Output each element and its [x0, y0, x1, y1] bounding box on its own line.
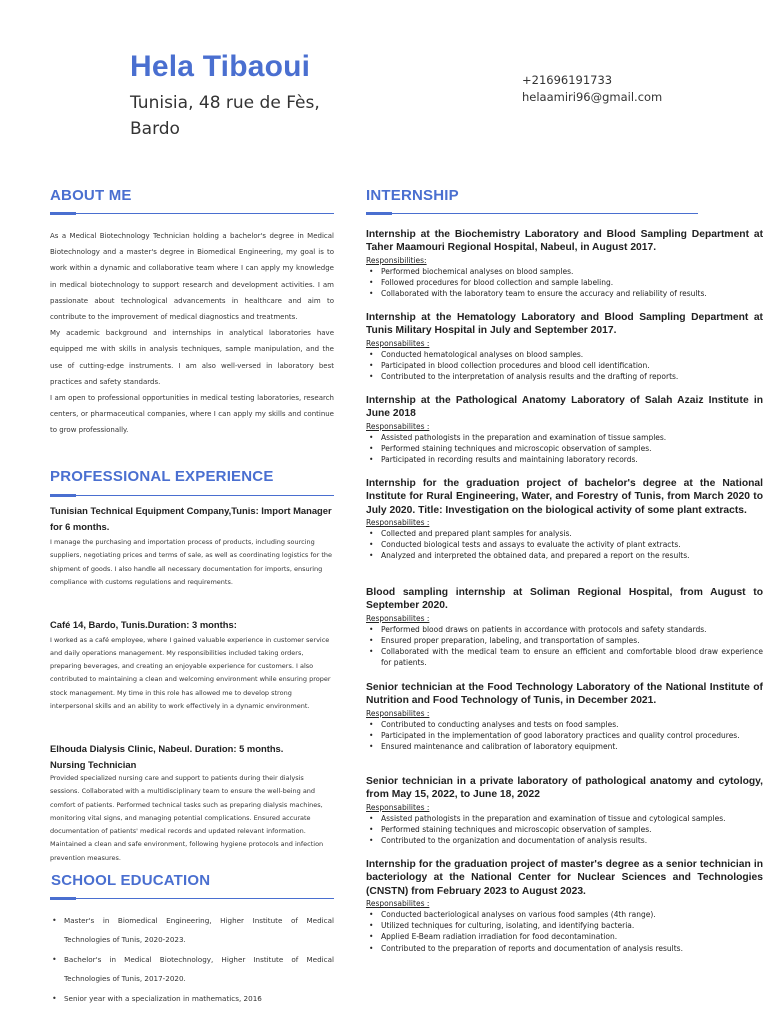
- about-divider-accent: [50, 212, 76, 215]
- experience-divider-accent: [50, 494, 76, 497]
- responsibility-item: • Followed procedures for blood collection and sample labeling.: [366, 277, 763, 288]
- responsibility-item: • Conducted biological tests and assays to evaluate the activity of plant extracts.: [366, 539, 763, 550]
- experience-heading: Café 14, Bardo, Tunis.Duration: 3 months:: [50, 619, 237, 630]
- education-divider: [50, 898, 334, 899]
- responsibilities-list: [366, 349, 763, 382]
- responsibilities-label: Responsibilities:: [366, 255, 427, 265]
- internship-item: [366, 477, 763, 562]
- internship-item: [366, 394, 763, 465]
- responsibility-item: • Conducted bacteriological analyses on various food samples (4th range).: [366, 909, 763, 920]
- experience-description: Provided specialized nursing care and support to patients during their dialysis sessions. Collaborated with a multidisciplinary team to ensure the well-being and comfort of patients. Performed technical tasks such as preparing dialysis machines, monitoring vital signs, and managing potential complications. Ensured accurate documentation of patients' medical records and updated relevant information. Maintained a clean and safe environment, following hygiene protocols and infection prevention measures.: [50, 774, 324, 862]
- experience-item: [50, 617, 334, 713]
- responsibility-item: • Contributed to the organization and documentation of analysis results.: [366, 835, 763, 846]
- responsibility-item: • Ensured proper preparation, labeling, and transportation of samples.: [366, 635, 763, 646]
- education-item: • Senior year with a specialization in mathematics, 2016: [50, 989, 334, 1008]
- internship-item: [366, 311, 763, 382]
- experience-item: [50, 503, 334, 589]
- responsibilities-list: [366, 266, 763, 299]
- responsibilities-list: [366, 432, 763, 465]
- responsibility-item: • Analyzed and interpreted the obtained data, and prepared a report on the results.: [366, 550, 763, 561]
- responsibility-item: • Performed staining techniques and microscopic observation of samples.: [366, 824, 763, 835]
- responsibilities-label: Responsabilites :: [366, 518, 430, 528]
- experience-description: I manage the purchasing and importation process of products, including sourcing suppliers, negotiating prices and terms of sale, as well as coordinating logistics for the shipment of goods. I also handle all necessary documentation for imports, ensuring compliance with customs regulations and requirements.: [50, 538, 333, 586]
- internship-item: [366, 858, 763, 954]
- responsibility-item: • Collected and prepared plant samples for analysis.: [366, 528, 763, 539]
- responsibilities-list: [366, 909, 763, 953]
- internship-heading: Senior technician in a private laboratory of pathological anatomy and cytology, from May 15, 2022, to June 18, 2022: [366, 776, 763, 801]
- responsibility-item: • Participated in blood collection procedures and blood cell identification.: [366, 360, 763, 371]
- about-paragraph: I am open to professional opportunities in medical testing laboratories, research centers, or pharmaceutical companies, where I can apply my skills and continue to grow professionally.: [50, 394, 334, 435]
- about-text: [50, 228, 334, 439]
- internship-section-title: INTERNSHIP: [366, 187, 459, 204]
- responsibility-item: • Conducted hematological analyses on blood samples.: [366, 349, 763, 360]
- responsibility-item: • Collaborated with the medical team to ensure an efficient and comfortable blood draw experience for patients.: [366, 646, 763, 668]
- responsibility-item: • Contributed to conducting analyses and tests on food samples.: [366, 719, 763, 730]
- person-name: Hela Tibaoui: [130, 50, 311, 83]
- internship-column: [366, 0, 763, 1024]
- internship-heading: Internship at the Hematology Laboratory and Blood Sampling Department at Tunis Military Hospital in July and September 2017.: [366, 312, 763, 337]
- responsibility-item: • Contributed to the interpretation of analysis results and the drafting of reports.: [366, 371, 763, 382]
- responsibility-item: • Participated in the implementation of good laboratory practices and quality control procedures.: [366, 730, 763, 741]
- experience-section-title: PROFESSIONAL EXPERIENCE: [50, 468, 274, 485]
- address: Tunisia, 48 rue de Fès, Bardo: [130, 93, 320, 139]
- experience-divider: [50, 495, 334, 496]
- responsibility-item: • Utilized techniques for culturing, isolating, and identifying bacteria.: [366, 920, 763, 931]
- about-paragraph: My academic background and internships in analytical laboratories have equipped me with skills in analysis techniques, sample manipulation, and the use of cutting-edge instruments. I am also well-versed in laboratory best practices and safety standards.: [50, 329, 334, 386]
- responsibilities-label: Responsabilites :: [366, 708, 430, 718]
- education-section-title: SCHOOL EDUCATION: [51, 872, 211, 889]
- responsibility-item: • Ensured maintenance and calibration of laboratory equipment.: [366, 741, 763, 752]
- responsibilities-list: [366, 813, 763, 846]
- responsibilities-label: Responsabilites :: [366, 802, 430, 812]
- education-item: • Master's in Biomedical Engineering, Higher Institute of Medical Technologies of Tunis, 2020-2023.: [50, 911, 334, 949]
- responsibility-item: • Assisted pathologists in the preparation and examination of tissue and cytological samples.: [366, 813, 763, 824]
- email-address: helaamiri96@gmail.com: [522, 90, 663, 104]
- experience-heading: Elhouda Dialysis Clinic, Nabeul. Duration: 5 months. Nursing Technician: [50, 743, 284, 770]
- about-paragraph: As a Medical Biotechnology Technician holding a bachelor's degree in Medical Biotechnology and a master's degree in Biomedical Engineering, my goal is to work within a dynamic and collaborative team where I can apply my knowledge in medical biotechnology to support research and development activities. I am passionate about technological advancements in healthcare and aim to contribute to the improvement of medical diagnostics and treatments.: [50, 232, 334, 322]
- responsibility-item: • Participated in recording results and maintaining laboratory records.: [366, 454, 763, 465]
- responsibility-item: • Collaborated with the laboratory team to ensure the accuracy and reliability of results.: [366, 288, 763, 299]
- internship-heading: Senior technician at the Food Technology Laboratory of the National Institute of Nutrition and Food Technology of Tunis, in December 2021.: [366, 682, 763, 707]
- about-section-title: ABOUT ME: [50, 187, 132, 204]
- education-divider-accent: [50, 897, 76, 900]
- responsibilities-list: [366, 624, 763, 668]
- responsibility-item: • Applied E-Beam radiation irradiation for food decontamination.: [366, 931, 763, 942]
- internship-heading: Internship at the Pathological Anatomy Laboratory of Salah Azaiz Institute in June 2018: [366, 395, 763, 420]
- responsibilities-label: Responsabilites :: [366, 338, 430, 348]
- responsibilities-label: Responsabilites :: [366, 613, 430, 623]
- responsibility-item: • Performed staining techniques and microscopic observation of samples.: [366, 443, 763, 454]
- phone-number: +21696191733: [522, 73, 613, 87]
- responsibility-item: • Performed blood draws on patients in accordance with protocols and safety standards.: [366, 624, 763, 635]
- internship-item: [366, 586, 763, 668]
- responsibility-item: • Assisted pathologists in the preparation and examination of tissue samples.: [366, 432, 763, 443]
- responsibility-item: • Performed biochemical analyses on blood samples.: [366, 266, 763, 277]
- internship-item: [366, 775, 763, 846]
- experience-heading: Tunisian Technical Equipment Company,Tunis: Import Manager for 6 months.: [50, 505, 332, 532]
- internship-heading: Internship at the Biochemistry Laboratory and Blood Sampling Department at Taher Maamouri Regional Hospital, Nabeul, in August 2017.: [366, 229, 763, 254]
- responsibilities-label: Responsabilites :: [366, 421, 430, 431]
- responsibilities-list: [366, 719, 763, 752]
- responsibilities-list: [366, 528, 763, 561]
- experience-description: I worked as a café employee, where I gained valuable experience in customer service and daily operations management. My responsibilities included taking orders, preparing beverages, and creating an enjoyable experience for customers. I also contributed to maintaining a clean and welcoming environment while ensuring proper stock management. My time in this role has allowed me to develop strong interpersonal skills and an ability to work effectively in a dynamic environment.: [50, 635, 331, 710]
- internship-heading: Blood sampling internship at Soliman Regional Hospital, from August to September 2020.: [366, 587, 763, 612]
- responsibility-item: • Contributed to the preparation of reports and documentation of analysis results.: [366, 943, 763, 954]
- education-list: [50, 911, 334, 1009]
- internship-heading: Internship for the graduation project of bachelor's degree at the National Institute for Rural Engineering, Water, and Forestry of Tunis, from March 2020 to July 2020. Title: Investigation on the biological activity of some plant extracts.: [366, 478, 763, 516]
- responsibilities-label: Responsabilites :: [366, 899, 430, 909]
- experience-item: [50, 741, 334, 865]
- internship-heading: Internship for the graduation project of master's degree as a senior technician in bacteriology at the National Center for Nuclear Sciences and Technologies (CNSTN) from February 2023 to August 2023.: [366, 859, 763, 897]
- about-divider: [50, 213, 334, 214]
- internship-item: [366, 681, 763, 752]
- education-item: • Bachelor's in Medical Biotechnology, Higher Institute of Medical Technologies of Tunis, 2017-2020.: [50, 950, 334, 988]
- internship-item: [366, 228, 763, 299]
